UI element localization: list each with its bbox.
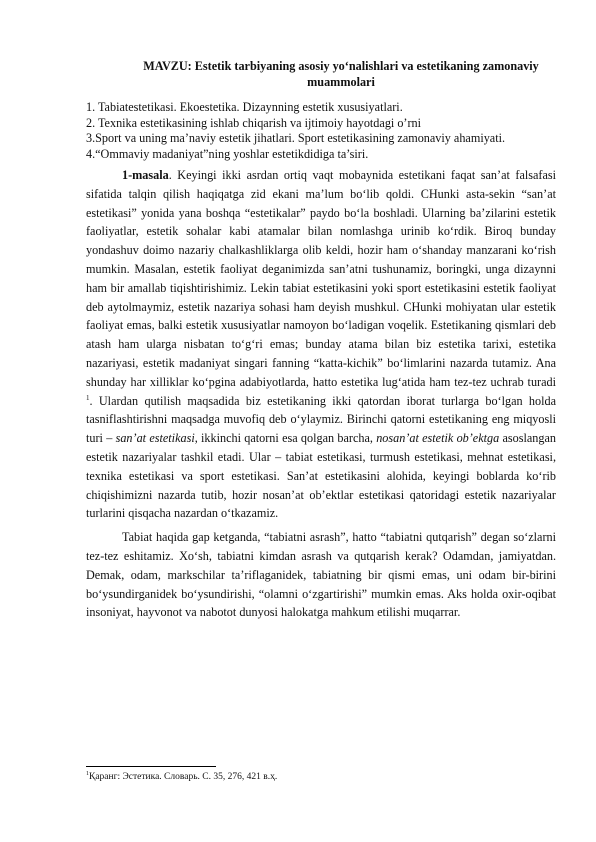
footnote bbox=[86, 772, 277, 782]
topic-outline bbox=[86, 100, 556, 162]
body-paragraph-2: Tabiat haqida gap ketganda, “tabiatni asrash”, hatto “tabiatni qutqarish” degan so‘zlarni tez-tez eshitamiz. Xo‘sh, tabiatni kimdan asrash va qutqarish kerak? Odamdan, jamiyatdan. Demak, odam, markschilar ta’riflaganidek, tabiatning bir qismi emas, uni odam bir-birini bo‘ysundirganidek bo‘ysundirishi, “olamni o‘zgartirishi” mumkin emas. Aks holda oxir-oqibat insoniyat, hayvonot va nabotot dunyosi halokatga mahkum etilishi muqarrar. bbox=[86, 530, 556, 620]
emphasis-term: nosan’at estetik ob’ektga bbox=[376, 431, 500, 446]
footnote-mark: 1 bbox=[86, 770, 89, 777]
paragraph-text: asoslangan estetik nazariyalar tashkil etadi. Ular – tabiat estetikasi, turmush estetikasi, mehnat estetikasi, texnika estetikasi va sport estetikasi. San’at estetikasini alohida, keyingi boblarda ko‘rib chiqishimizni nazarda tutib, hozir nosan’at ob’ektlar estetikasi qatoridagi estetik nazariyalar turlarini qisqacha nazardan o‘tkazamiz. bbox=[86, 431, 556, 521]
emphasis-term: san’at estetikasi bbox=[115, 431, 195, 446]
outline-item: 2. Texnika estetikasining ishlab chiqarish va ijtimoiy hayotdagi o’rni bbox=[86, 115, 422, 130]
outline-item: 3.Sport va uning ma’naviy estetik jihatlari. Sport estetikasining zamonaviy ahamiyati. bbox=[86, 131, 506, 145]
outline-item: 1. Tabiatestetikasi. Ekoestetika. Dizaynning estetik xususiyatlari. bbox=[86, 100, 403, 114]
document-page bbox=[86, 58, 556, 622]
paragraph-text: . Ulardan qutilish maqsadida biz estetikaning ikki qatordan iborat turlarga bo‘lgan holda tasniflashtirishni maqsadga muvofiq deb o‘ylaymiz. Birinchi qatorni estetikaning eng miqyosli turi – bbox=[86, 393, 556, 446]
footnote-reference[interactable]: 1 bbox=[86, 393, 90, 402]
footnote-text: Қаранг: Эстетика. Словарь. С. 35, 276, 421 в.ҳ. bbox=[89, 772, 278, 782]
paragraph-text: , ikkinchi qatorni esa qolgan barcha, bbox=[194, 431, 377, 446]
outline-item: 4.“Ommaviy madaniyat”ning yoshlar estetikdidiga ta’siri. bbox=[86, 146, 369, 161]
body-paragraph-1 bbox=[86, 166, 556, 523]
page-title: MAVZU: Estetik tarbiyaning asosiy yo‘nalishlari va estetikaning zamonaviy muammolari bbox=[143, 59, 539, 89]
footnote-divider bbox=[86, 766, 216, 767]
issue-label: 1-masala bbox=[122, 168, 169, 182]
paragraph-text: . Keyingi ikki asrdan ortiq vaqt mobaynida estetikani faqat san’at falsafasi sifatida talqin qilish haqiqatga zid ekani ma’lum bo‘lib qoldi. CHunki asta-sekin “san’at estetikasi” yonida yana boshqa “estetikalar” paydo bo‘la boshladi. Ularning ba’zilarini estetik faoliyatlar, estetik sohalar kabi atamalar bilan nomlashga urinib ko‘rdik. Biroq bunday yondashuv doimo nazariy chalkashliklarga olib keldi, hozir ham o‘shanday manzarani ko‘rish mumkin. Masalan, estetik faoliyat deganimizda san’atni tushunamiz, boringki, unga dizaynni ham bir amallab tiqishtirishimiz. Lekin tabiat estetikasini yoki sport estetikasini estetik faoliyat deb aytolmaymiz, estetik nazariya sohasi ham deyish mushkul. CHunki mohiyatan ular estetik faoliyat emas, balki estetik xususiyatlar namoyon bo‘ladigan voqelik. Estetikaning qismlari deb atash ham ularga nisbatan to‘g‘ri emas; bunday atama bilan biz estetika tarixi, estetika nazariyasi, estetik madaniyat singari fanning “katta-kichik” bo‘limlarini nazarda tutamiz. Ana shunday har xilliklar ko‘pgina adabiyotlarda, hatto estetika lug‘atida ham tez-tez uchrab turadi bbox=[86, 168, 556, 389]
